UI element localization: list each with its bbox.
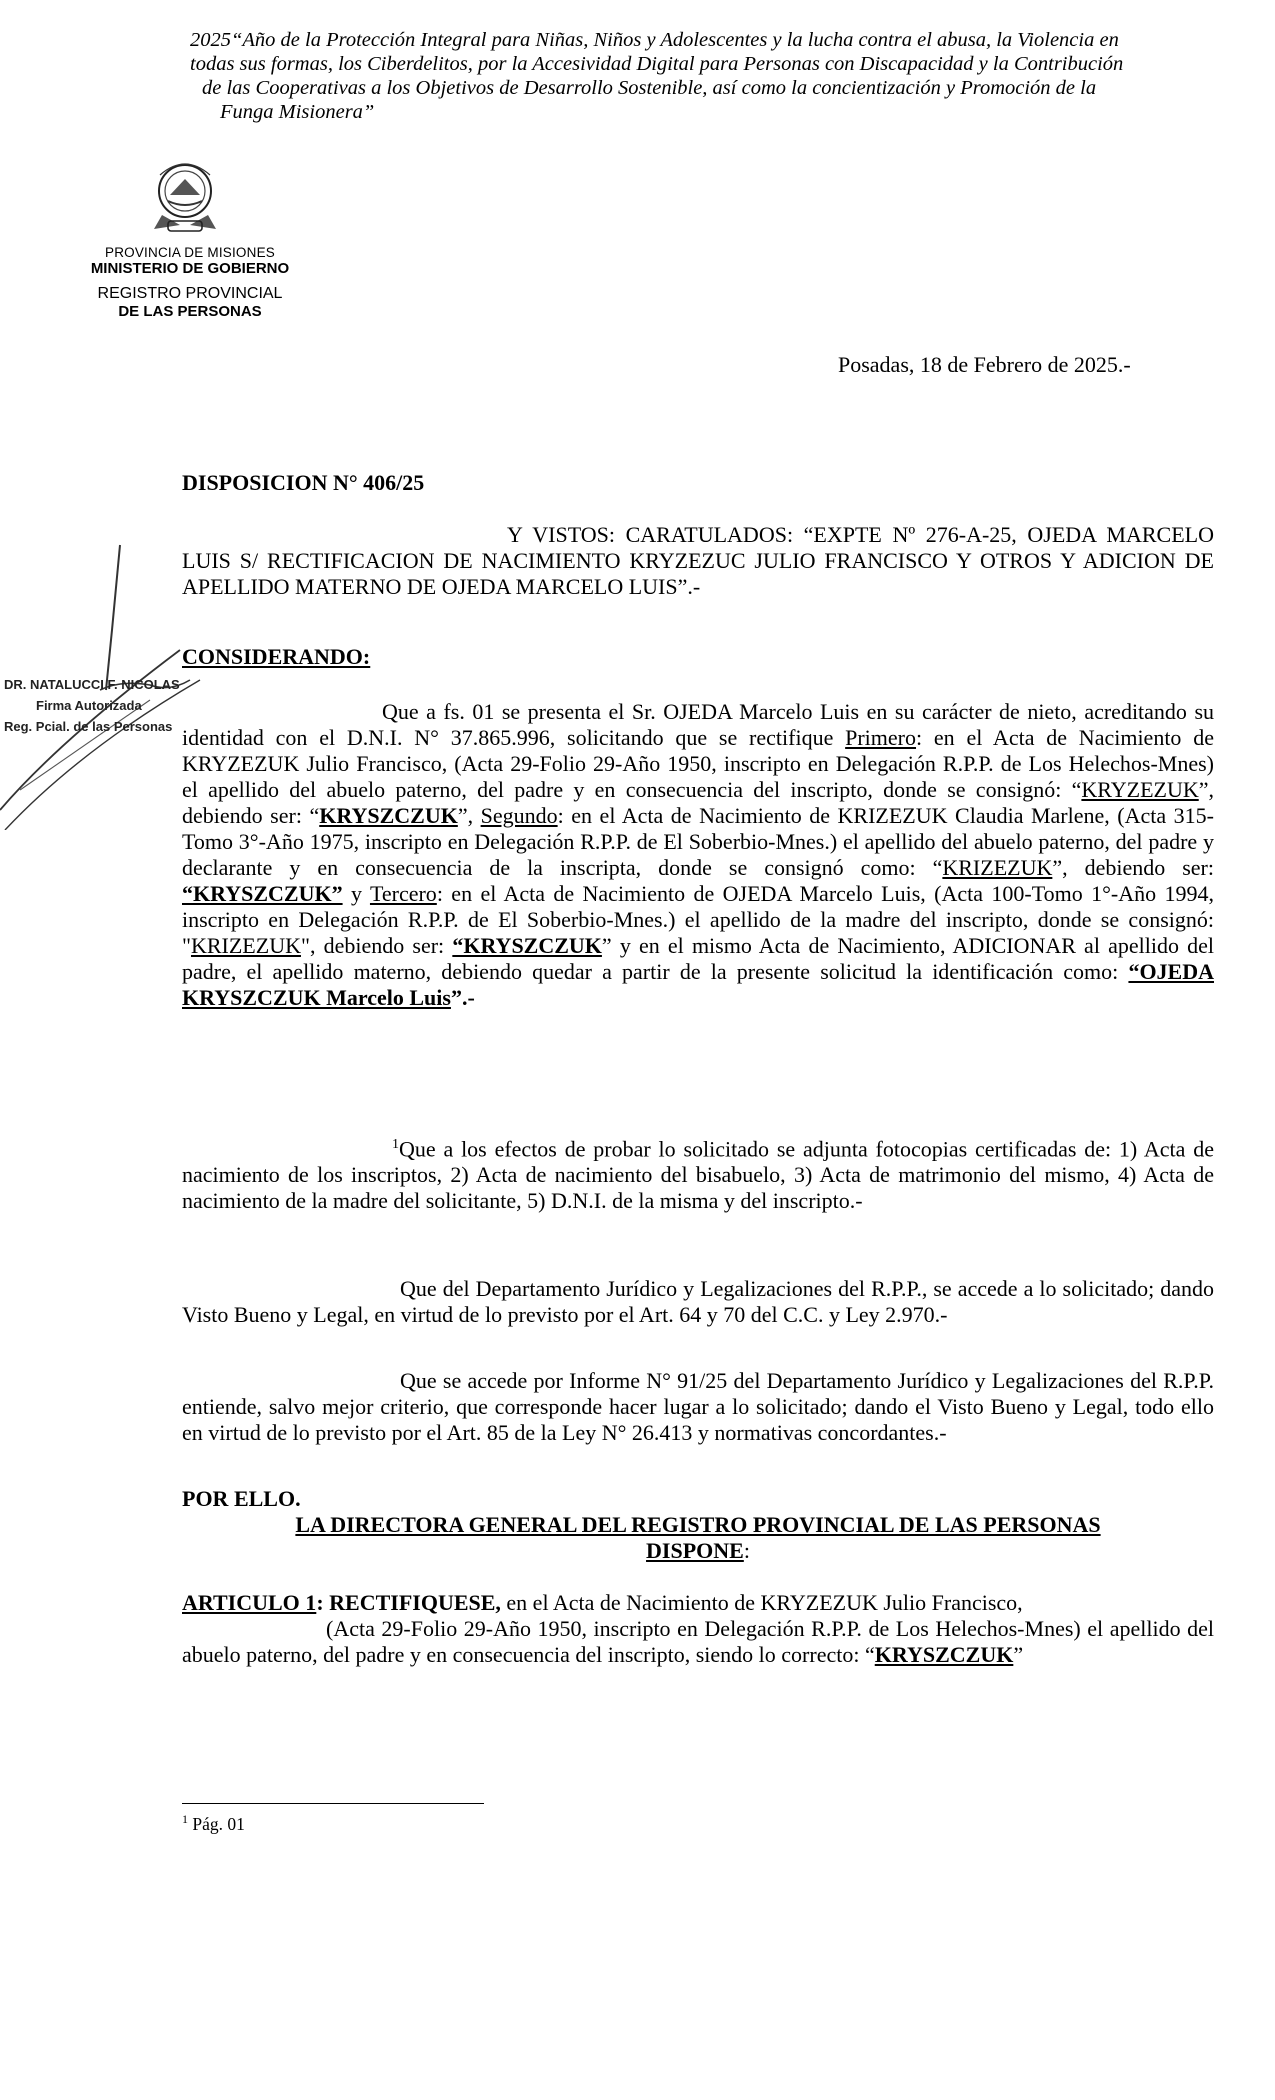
p1-seg-4: ”, debiendo ser: “ [182,777,1214,828]
footnote-number: 1 [182,1812,188,1826]
footnote [182,1812,245,1835]
considerando-paragraph-2 [182,1132,1214,1214]
considerando-heading: CONSIDERANDO: [182,644,371,669]
p1-primero: Primero [845,725,917,750]
p1-segundo: Segundo [480,803,558,828]
footnote-rule [182,1803,484,1804]
signature-name: DR. NATALUCCI F. NICOLAS [4,677,180,692]
considerando-paragraph-4 [182,1368,1214,1446]
p1-seg-20: ”.- [450,985,475,1010]
p1-seg-0: Que a fs. 01 se presenta el Sr. OJEDA Marcelo Luis en su carácter de nieto, acreditando su identidad con el D.N.I. N° 37.865.996, solicitando que se rectifique [182,699,1214,750]
articulo-1-close: ” [1013,1642,1024,1667]
signature-role: Firma Autorizada [36,698,142,713]
directora-line: LA DIRECTORA GENERAL DEL REGISTRO PROVINCIAL DE LAS PERSONAS [295,1512,1101,1537]
p1-kryszczuk-1: KRYSZCZUK [319,803,458,828]
p1-seg-8: : en el Acta de Nacimiento de KRIZEZUK Claudia Marlene, (Acta 315-Tomo 3°-Año 1975, inscripto en Delegación R.P.P. de El Soberbio-Mnes.) el apellido del abuelo paterno, del padre y declarante y en consecuencia de la inscripta, donde se consignó como: “ [182,803,1215,880]
considerando-paragraph-1 [182,699,1214,1011]
p1-kryszczuk-2: “KRYSZCZUK” [182,881,343,906]
articulo-1-label: ARTICULO 1 [182,1590,317,1615]
p1-seg-12: y [342,881,370,906]
por-ello: POR ELLO. [182,1486,301,1511]
vistos-paragraph [182,522,1214,600]
dispone-label: DISPONE [646,1538,744,1563]
signature-office: Reg. Pcial. de las Personas [4,719,173,734]
org-registry-sub: DE LAS PERSONAS [118,303,262,320]
header-motto [190,28,1180,124]
p4-text: Que se accede por Informe N° 91/25 del Departamento Jurídico y Legalizaciones del R.P.P. entiende, salvo mejor criterio, que corresponde hacer lugar a lo solicitado; dando el Visto Bueno y Legal, todo ello en virtud de lo previsto por el Art. 85 de la Ley N° 26.413 y normativas concordantes.- [182,1368,1214,1445]
p1-krizezuk-1: KRIZEZUK [942,855,1053,880]
articulo-1 [182,1590,1214,1668]
p1-seg-10: ”, debiendo ser: [1052,855,1214,880]
p3-text: Que del Departamento Jurídico y Legalizaciones del R.P.P., se accede a lo solicitado; dando Visto Bueno y Legal, en virtud de lo previsto por el Art. 64 y 70 del C.C. y Ley 2.970.- [182,1276,1214,1327]
org-registry: REGISTRO PROVINCIAL [97,285,283,302]
motto-line-4: Funga Misionera” [220,101,375,123]
place-date: Posadas, 18 de Febrero de 2025.- [838,352,1131,377]
articulo-1-colon: : [316,1590,330,1615]
signature-stamp [4,674,180,737]
org-ministry: MINISTERIO DE GOBIERNO [90,260,290,277]
p1-kryzezuk: KRYZEZUK [1081,777,1199,802]
p1-seg-6: ”, [457,803,481,828]
articulo-1-name: KRYSZCZUK [874,1642,1014,1667]
organization-block [60,245,320,320]
p1-kryszczuk-3: “KRYSZCZUK [452,933,602,958]
footnote-ref: 1 [392,1137,399,1152]
motto-line-1: 2025“Año de la Protección Integral para Niñas, Niños y Adolescentes y la lucha contra el abusa, la Violencia en [190,29,1119,51]
motto-line-2: todas sus formas, los Ciberdelitos, por la Accesividad Digital para Personas con Discapacidad y la Contribución [190,53,1124,75]
p1-seg-18: ” y en el mismo Acta de Nacimiento, ADICIONAR al apellido del padre, el apellido materno, debiendo quedar a partir de la presente solicitud la identificación como: [182,933,1214,984]
articulo-1-text-2: (Acta 29-Folio 29-Año 1950, inscripto en Delegación R.P.P. de Los Helechos-Mnes) el apellido del abuelo paterno, del padre y en consecuencia del inscripto, siendo lo correcto: “ [182,1616,1214,1667]
footnote-text: Pág. 01 [188,1813,245,1834]
articulo-1-verb: RECTIFIQUESE, [329,1590,501,1615]
vistos-text: Y VISTOS: CARATULADOS: “EXPTE Nº 276-A-25, OJEDA MARCELO LUIS S/ RECTIFICACION DE NACIMIENTO KRYZEZUC JULIO FRANCISCO Y OTROS Y ADICION DE APELLIDO MATERNO DE OJEDA MARCELO LUIS”.- [182,522,1214,599]
p2-text: Que a los efectos de probar lo solicitado se adjunta fotocopias certificadas de: 1) Acta de nacimiento de los inscriptos, 2) Acta de nacimiento del bisabuelo, 3) Acta de matrimonio del mismo, 4) Acta de nacimiento de la madre del solicitante, 5) D.N.I. de la misma y del inscripto.- [182,1136,1214,1214]
org-province: PROVINCIA DE MISIONES [105,245,275,260]
p1-tercero: Tercero [369,881,437,906]
p1-seg-16: ", debiendo ser: [300,933,453,958]
directora-block [182,1512,1214,1564]
p1-seg-2: : en el Acta de Nacimiento de KRYZEZUK Julio Francisco, (Acta 29-Folio 29-Año 1950, inscripto en Delegación R.P.P. de Los Helechos-Mnes) el apellido del abuelo paterno, del padre y en consecuencia del inscripto, donde se consignó: “ [182,725,1214,802]
considerando-paragraph-3 [182,1276,1214,1328]
p1-seg-14: : en el Acta de Nacimiento de OJEDA Marcelo Luis, (Acta 100-Tomo 1°-Año 1994, inscripto en Delegación R.P.P. de El Soberbio-Mnes.) el apellido de la madre del inscripto, donde se consignó: " [182,881,1214,958]
disposition-title: DISPOSICION N° 406/25 [182,470,425,495]
p1-krizezuk-2: KRIZEZUK [190,933,301,958]
dispone-colon: : [743,1538,750,1563]
motto-line-3: de las Cooperativas a los Objetivos de Desarrollo Sostenible, así como la concientización y Promoción de la [202,77,1097,99]
p1-new-name: “OJEDA KRYSZCZUK Marcelo Luis [182,959,1214,1010]
provincial-seal-icon [140,155,230,245]
considerando-section [182,644,1214,670]
articulo-1-text-1: en el Acta de Nacimiento de KRYZEZUK Julio Francisco, [500,1590,1023,1615]
